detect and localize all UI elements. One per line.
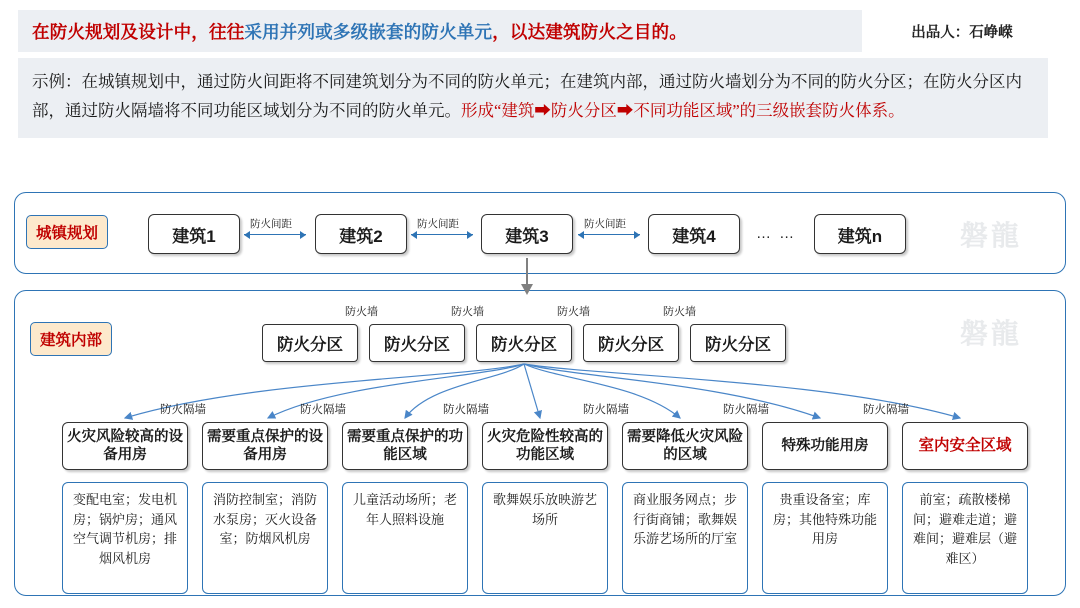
function-title[interactable]: 需要重点保护的功能区域 (342, 422, 468, 470)
partition-wall-label: 防火隔墙 (723, 404, 769, 416)
down-arrow-icon (520, 258, 534, 296)
fire-wall-label: 防火墙 (345, 306, 378, 318)
function-items: 前室；疏散楼梯间；避难走道；避难间；避难层（避难区） (902, 482, 1028, 594)
description-band (18, 58, 1048, 138)
spacing-label: 防火间距 (417, 218, 459, 230)
building-box[interactable]: 建筑1 (148, 214, 240, 254)
function-title[interactable]: 特殊功能用房 (762, 422, 888, 470)
function-column (622, 422, 748, 594)
function-items: 歌舞娱乐放映游艺场所 (482, 482, 608, 594)
spacing-arrow (411, 234, 473, 235)
fire-zone-box[interactable]: 防火分区 (583, 324, 679, 362)
panel-tag-building: 建筑内部 (30, 322, 112, 356)
partition-wall-label: 防火隔墙 (160, 404, 206, 416)
function-items: 儿童活动场所；老年人照料设施 (342, 482, 468, 594)
author-label: 出品人：石峥嵘 (911, 24, 1013, 41)
headline-part-3: ，以达建筑防火之目的。 (492, 21, 687, 42)
building-box[interactable]: 建筑2 (315, 214, 407, 254)
function-column (902, 422, 1028, 594)
building-box[interactable]: 建筑n (814, 214, 906, 254)
header-row (18, 10, 1062, 52)
headline-part-1: 在防火规划及设计中，往往 (32, 21, 245, 42)
partition-wall-label: 防火隔墙 (443, 404, 489, 416)
fire-wall-label: 防火墙 (451, 306, 484, 318)
fire-zone-box[interactable]: 防火分区 (262, 324, 358, 362)
partition-wall-label: 防火隔墙 (863, 404, 909, 416)
description-highlight: 形成“建筑➡防火分区➡不同功能区域”的三级嵌套防火体系。 (461, 100, 905, 120)
partition-wall-label: 防火隔墙 (300, 404, 346, 416)
partition-wall-label: 防火隔墙 (583, 404, 629, 416)
spacing-label: 防火间距 (584, 218, 626, 230)
watermark-logo: 磐龍 (960, 319, 1023, 350)
spacing-arrow (244, 234, 306, 235)
function-items: 贵重设备室；库房；其他特殊功能用房 (762, 482, 888, 594)
function-title[interactable]: 火灾危险性较高的功能区域 (482, 422, 608, 470)
function-title[interactable]: 室内安全区域 (902, 422, 1028, 470)
function-column (62, 422, 188, 594)
headline-part-2: 采用并列或多级嵌套的防火单元 (244, 21, 493, 42)
fire-wall-label: 防火墙 (557, 306, 590, 318)
function-items: 消防控制室；消防水泵房；灭火设备室；防烟风机房 (202, 482, 328, 594)
function-column (342, 422, 468, 594)
function-items: 商业服务网点；步行街商铺；歌舞娱乐游艺场所的厅室 (622, 482, 748, 594)
panel-tag-city: 城镇规划 (26, 215, 108, 249)
headline-band (18, 10, 862, 52)
building-box[interactable]: 建筑3 (481, 214, 573, 254)
function-column (482, 422, 608, 594)
fire-zone-box[interactable]: 防火分区 (476, 324, 572, 362)
fire-wall-label: 防火墙 (663, 306, 696, 318)
fire-zone-box[interactable]: 防火分区 (369, 324, 465, 362)
description-main: 示例：在城镇规划中，通过防火间距将不同建筑划分为不同的防火单元；在建筑内部，通过防火墙划分为不同的防火分区；在防火分区内部，通过防火隔墙将不同功能区域划分为不同的防火单元。 (32, 72, 1022, 120)
fire-zone-box[interactable]: 防火分区 (690, 324, 786, 362)
function-title[interactable]: 火灾风险较高的设备用房 (62, 422, 188, 470)
spacing-label: 防火间距 (250, 218, 292, 230)
function-title[interactable]: 需要重点保护的设备用房 (202, 422, 328, 470)
spacing-arrow (578, 234, 640, 235)
function-items: 变配电室；发电机房；锅炉房；通风空气调节机房；排烟风机房 (62, 482, 188, 594)
building-box[interactable]: 建筑4 (648, 214, 740, 254)
function-column (202, 422, 328, 594)
function-column (762, 422, 888, 594)
watermark-logo: 磐龍 (960, 221, 1023, 252)
function-title[interactable]: 需要降低火灾风险的区域 (622, 422, 748, 470)
ellipsis-label: … … (756, 225, 797, 242)
